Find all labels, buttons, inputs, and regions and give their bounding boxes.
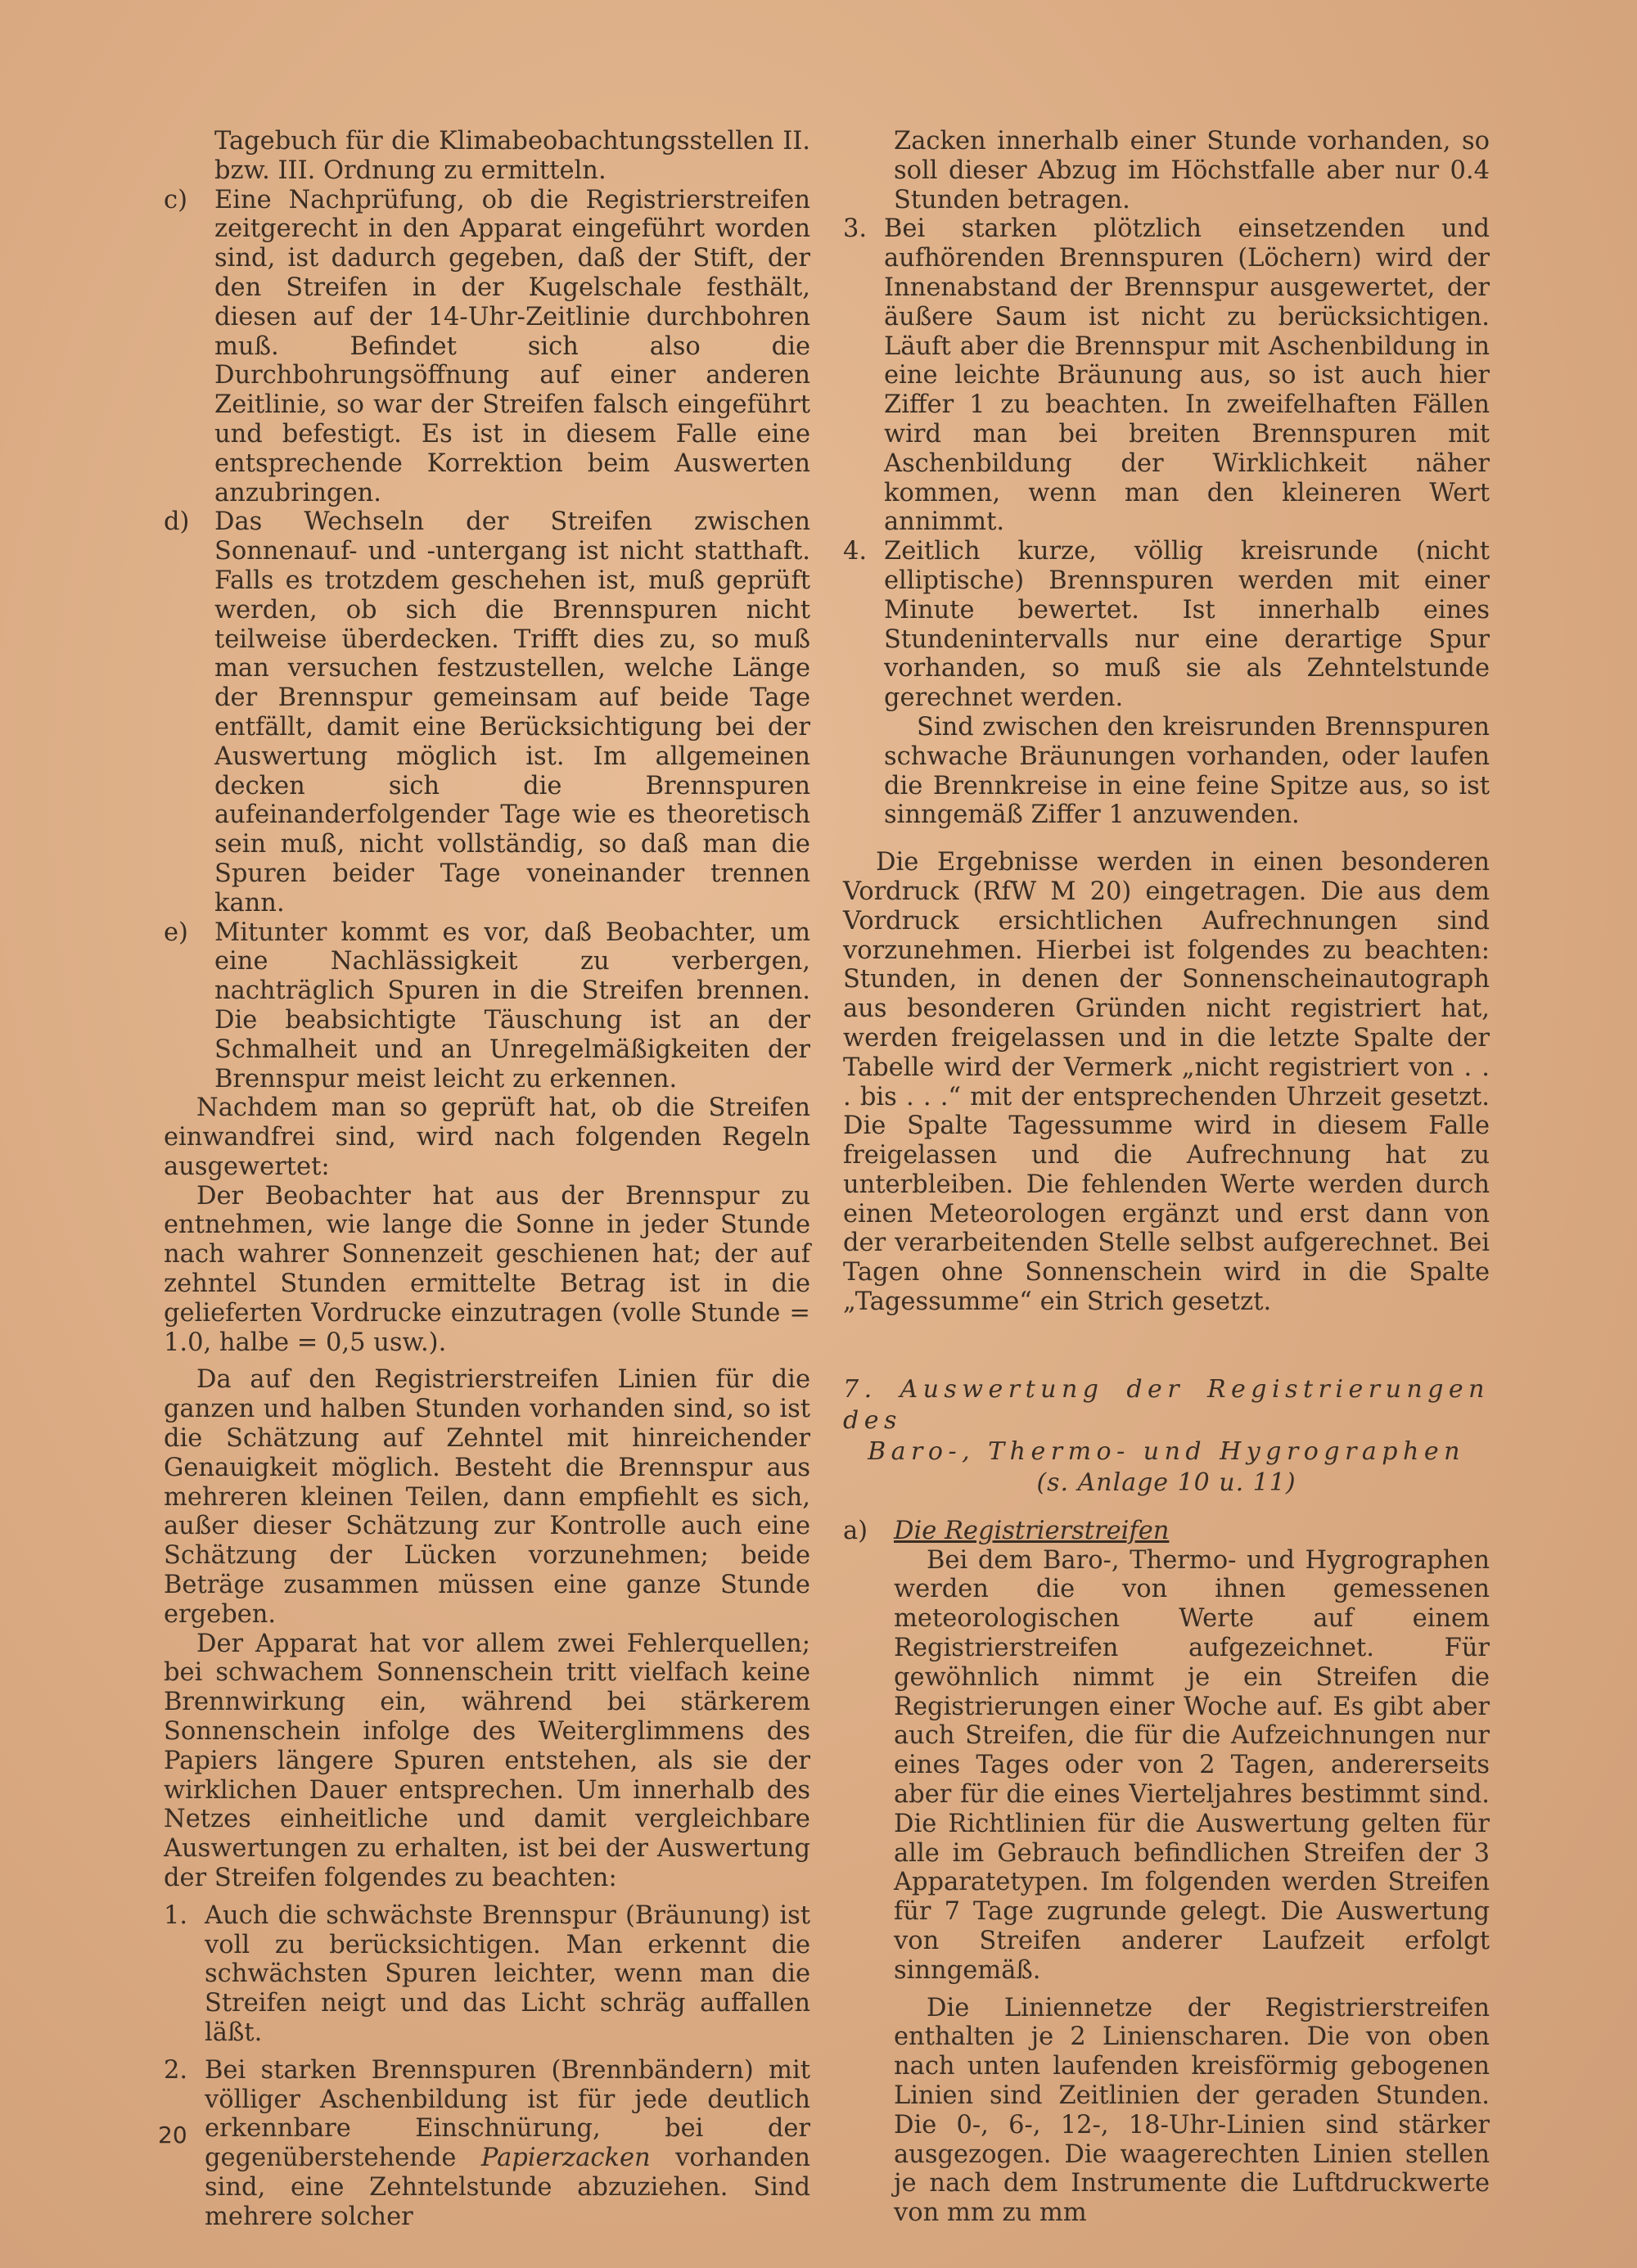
item-text: Bei starken plötzlich einsetzenden und aufhörenden Brennspuren (Löchern) wird der Innenabstand der Brennspur ausgewertet, der äußere Saum ist nicht zu berücksichtigen. Läuft aber die Brennspur mit Aschenbildung in eine leichte Bräunung aus, so ist auch hier Ziffer 1 zu beachten. In zweifelhaften Fällen wird man bei breiten Brennspuren mit Aschenbildung der Wirklichkeit näher kommen, wenn man den kleineren Wert annimmt. [884,214,1490,537]
paragraph-continuation: Zacken innerhalb einer Stunde vorhanden, so soll dieser Abzug im Höchstfalle aber nur 0.4 Stunden betragen. [894,127,1490,214]
paragraph: Der Beobachter hat aus der Brennspur zu entnehmen, wie lange die Sonne in jeder Stunde nach wahrer Sonnenzeit geschienen hat; der auf zehntel Stunden ermittelte Betrag ist in die gelieferten Vordrucke einzutragen (volle Stunde = 1.0, halbe = 0,5 usw.). [164,1181,810,1357]
left-column [164,127,810,2232]
item-label: 3. [843,214,868,244]
item-label: 1. [164,1901,188,1930]
item-label: e) [164,918,188,947]
italic-term: Papierzacken [480,2144,651,2173]
item-text: Zeitlich kurze, völlig kreisrunde (nicht elliptische) Brennspuren werden mit einer Minute bewertet. Ist innerhalb eines Stundenintervalls nur eine derartige Spur vorhanden, so muß sie als Zehntelstunde gerechnet werden. [884,537,1490,713]
text-run: vorhanden sind, eine Zehntelstunde abzuziehen. Sind mehrere solcher [205,2144,811,2231]
subsection-title: Die Registrierstreifen [894,1516,1170,1545]
list-item-a [843,1517,1490,2228]
heading-line: Baro-, Thermo- und Hygrographen [868,1436,1465,1466]
list-item-2 [164,2056,810,2232]
item-label: d) [164,507,190,537]
paragraph: Die Ergebnisse werden in einen besonderen Vordruck (RfW M 20) eingetragen. Die aus dem Vordruck ersichtlichen Aufrechnungen sind vorzunehmen. Hierbei ist folgendes zu beachten: Stunden, in denen der Sonnenscheinautograph aus besonderen Gründen nicht registriert hat, werden freigelassen und in die letzte Spalte der Tabelle wird der Vermerk „nicht registriert von . . . bis . . .“ mit der entsprechenden Uhrzeit gesetzt. Die Spalte Tagessumme wird in diesem Falle freigelassen und die Aufrechnung hat zu unterbleiben. Die fehlenden Werte werden durch einen Meteorologen ergänzt und erst dann von der verarbeitenden Stelle selbst aufgerechnet. Bei Tagen ohne Sonnenschein wird in die Spalte „Tagessumme“ ein Strich gesetzt. [843,848,1490,1317]
item-text [205,2056,810,2232]
item-text: Mitunter kommt es vor, daß Beobachter, um eine Nachlässigkeit zu verbergen, nachträglich Spuren in die Streifen brennen. Die beabsichtigte Täuschung ist an der Schmalheit und an Unregelmäßigkeiten der Brennspur meist leicht zu erkennen. [214,918,810,1093]
list-item-3 [843,214,1490,537]
list-item-c [164,186,810,508]
item-text: Das Wechseln der Streifen zwischen Sonnenauf- und -untergang ist nicht statthaft. Falls es trotzdem geschehen ist, muß geprüft werden, ob sich die Brennspuren nicht teilweise überdecken. Trifft dies zu, so muß man versuchen festzustellen, welche Länge der Brennspur gemeinsam auf beide Tage entfällt, damit eine Berücksichtigung bei der Auswertung möglich ist. Im allgemeinen decken sich die Brennspuren aufeinanderfolgender Tage wie es theoretisch sein muß, nicht vollständig, so daß man die Spuren beider Tage voneinander trennen kann. [214,507,810,918]
paragraph-continuation: Tagebuch für die Klimabeobachtungsstellen II. bzw. III. Ordnung zu ermitteln. [214,127,810,185]
list-item-4 [843,537,1490,830]
paragraph: Der Apparat hat vor allem zwei Fehlerquellen; bei schwachem Sonnenschein tritt vielfach keine Brennwirkung ein, während bei stärkerem Sonnenschein infolge des Weiterglimmens des Papiers längere Spuren entstehen, als sie der wirklichen Dauer entsprechen. Um innerhalb des Netzes einheitliche und damit vergleichbare Auswertungen zu erhalten, ist bei der Auswertung der Streifen folgendes zu beachten: [164,1629,810,1893]
paragraph: Da auf den Registrierstreifen Linien für die ganzen und halben Stunden vorhanden sind, so ist die Schätzung auf Zehntel mit hinreichender Genauigkeit möglich. Besteht die Brennspur aus mehreren kleinen Teilen, dann empfiehlt es sich, außer dieser Schätzung zur Kontrolle auch eine Schätzung der Lücken vorzunehmen; beide Beträge zusammen müssen eine ganze Stunde ergeben. [164,1365,810,1629]
text-run: Bei starken Brennspuren (Brennbändern) mit völliger Aschenbildung ist für jede deutlich erkennbare Einschnürung, bei der gegenüberstehende [205,2055,810,2173]
item-label: 2. [164,2055,188,2085]
right-column [843,127,1490,2228]
section-heading [843,1374,1490,1499]
item-label: a) [843,1516,868,1545]
list-item-e [164,918,810,1094]
paragraph: Die Liniennetze der Registrierstreifen enthalten je 2 Linienscharen. Die von oben nach unten laufenden kreisförmig gebogenen Linien sind Zeitlinien der geraden Stunden. Die 0-, 6-, 12-, 18-Uhr-Linien sind stärker ausgezogen. Die waagerechten Linien stellen je nach dem Instrumente die Luftdruckwerte von mm zu mm [894,1993,1490,2228]
item-text: Sind zwischen den kreisrunden Brennspuren schwache Bräunungen vorhanden, oder laufen die Brennkreise in eine feine Spitze aus, so ist sinngemäß Ziffer 1 anzuwenden. [884,712,1490,830]
list-item-d [164,507,810,918]
item-text: Auch die schwächste Brennspur (Bräunung) ist voll zu berücksichtigen. Man erkennt die schwächsten Spuren leichter, wenn man die Streifen neigt und das Licht schräg auffallen läßt. [205,1901,810,2047]
item-text: Eine Nachprüfung, ob die Registrierstreifen zeitgerecht in den Apparat eingeführt worden sind, ist dadurch gegeben, daß der Stift, der den Streifen in der Kugelschale festhält, diesen auf der 14-Uhr-Zeitlinie durchbohren muß. Befindet sich also die Durchbohrungsöffnung auf einer anderen Zeitlinie, so war der Streifen falsch eingeführt und befestigt. Es ist in diesem Falle eine entsprechende Korrektion beim Auswerten anzubringen. [214,185,810,507]
page-number: 20 [158,2121,187,2149]
list-item-1 [164,1901,810,2048]
item-label: 4. [843,537,868,566]
paragraph: Bei dem Baro-, Thermo- und Hygrographen werden die von ihnen gemessenen meteorologischen Werte auf einem Registrierstreifen aufgezeichnet. Für gewöhnlich nimmt je ein Streifen die Registrierungen einer Woche auf. Es gibt aber auch Streifen, die für die Aufzeichnungen nur eines Tages oder von 2 Tagen, andererseits aber für die eines Vierteljahres bestimmt sind. Die Richtlinien für die Auswertung gelten für alle im Gebrauch befindlichen Streifen der 3 Apparatetypen. Im folgenden werden Streifen für 7 Tage zugrunde gelegt. Die Auswertung von Streifen anderer Laufzeit erfolgt sinngemäß. [894,1545,1490,1985]
paragraph: Nachdem man so geprüft hat, ob die Streifen einwandfrei sind, wird nach folgenden Regeln ausgewertet: [164,1093,810,1181]
heading-line: 7. Auswertung der Registrierungen des [843,1374,1490,1435]
heading-line: (s. Anlage 10 u. 11) [1036,1468,1297,1497]
item-label: c) [164,185,187,214]
